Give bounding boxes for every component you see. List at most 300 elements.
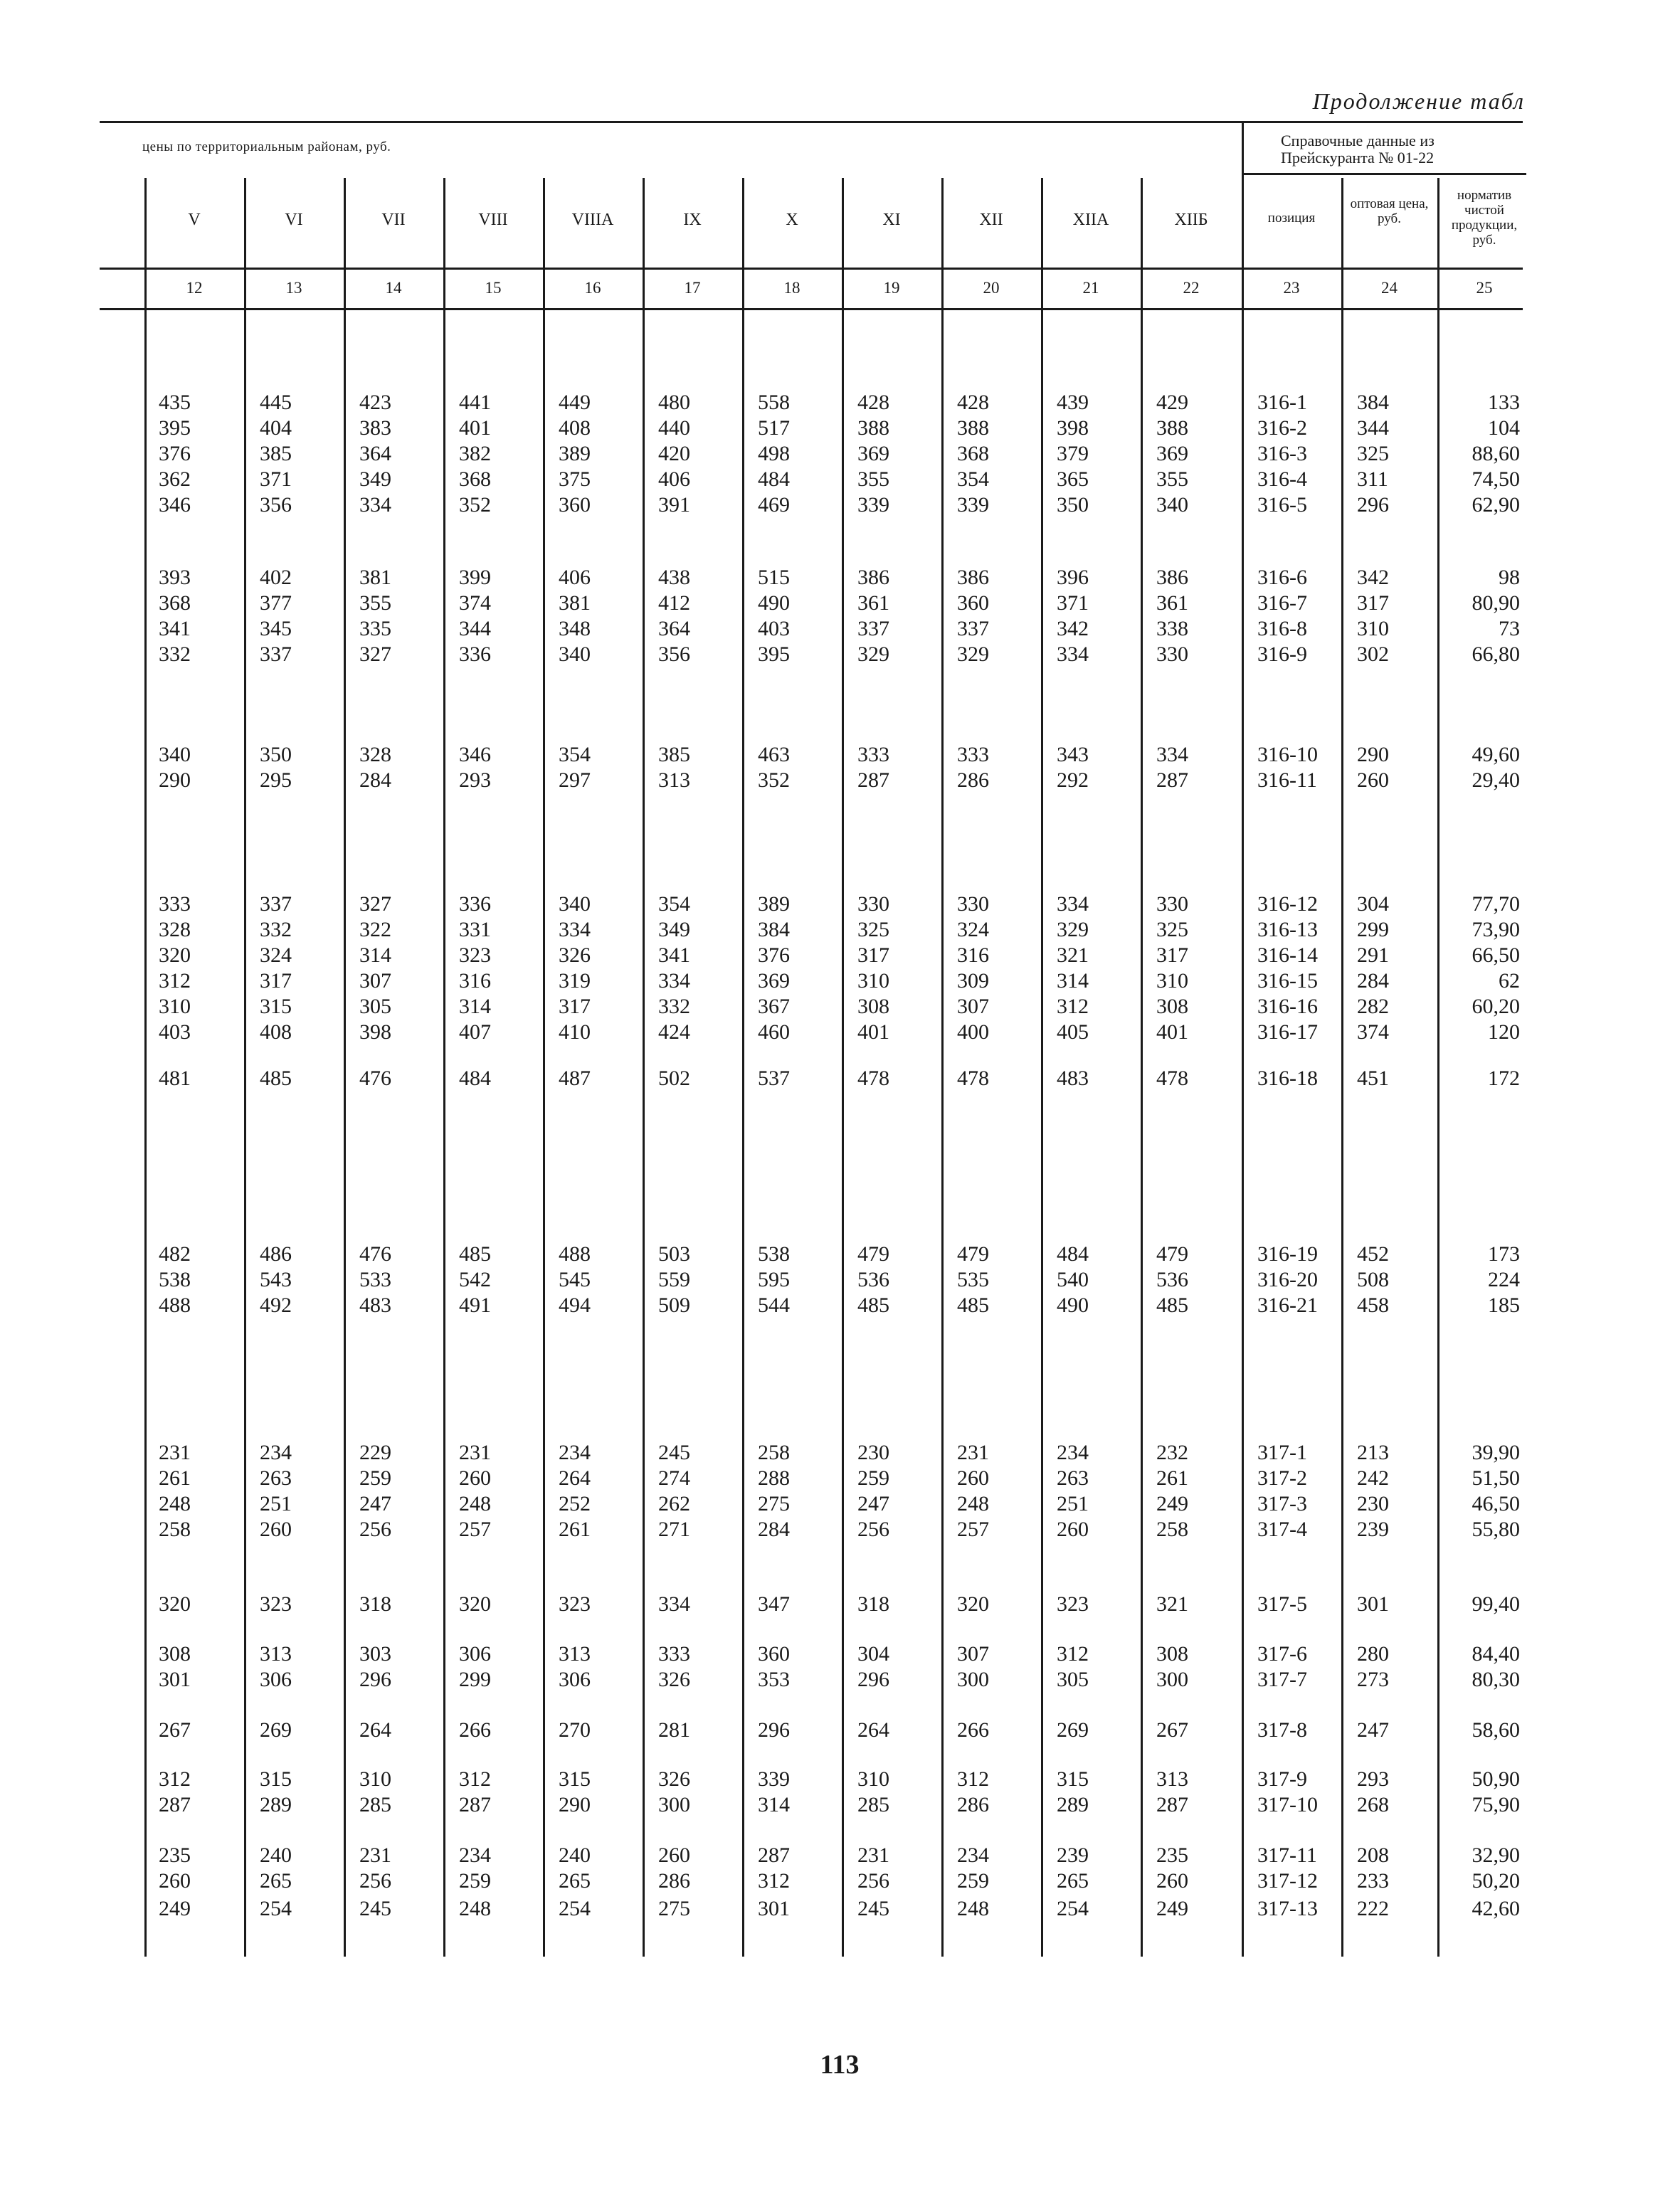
- value-cell: 542: [459, 1268, 491, 1291]
- column-header: XIIA: [1072, 211, 1109, 229]
- value-cell: 232: [1156, 1441, 1188, 1464]
- value-cell: 335: [359, 617, 391, 640]
- column-number: 22: [1183, 279, 1200, 297]
- value-cell: 251: [260, 1492, 292, 1515]
- value-cell: 249: [1156, 1492, 1188, 1515]
- value-cell: 361: [1156, 591, 1188, 615]
- column-rule: [1341, 178, 1343, 1957]
- column-number: 19: [883, 279, 900, 297]
- value-cell: 290: [559, 1793, 591, 1816]
- value-cell: 264: [359, 1718, 391, 1742]
- position-cell: 316-11: [1257, 768, 1317, 792]
- value-cell: 388: [1156, 416, 1188, 440]
- page-number: 113: [820, 2050, 860, 2080]
- header-rule-bottom: [100, 268, 1523, 270]
- value-cell: 286: [957, 1793, 989, 1816]
- column-rule: [1041, 178, 1043, 1957]
- value-cell: 39,90: [1472, 1441, 1520, 1464]
- value-cell: 320: [957, 1592, 989, 1616]
- value-cell: 185: [1488, 1293, 1520, 1317]
- value-cell: 229: [359, 1441, 391, 1464]
- column-number: 23: [1283, 279, 1300, 297]
- value-cell: 260: [260, 1518, 292, 1541]
- value-cell: 369: [758, 969, 790, 993]
- value-cell: 29,40: [1472, 768, 1520, 792]
- value-cell: 491: [459, 1293, 491, 1317]
- value-cell: 301: [159, 1668, 191, 1691]
- value-cell: 353: [758, 1668, 790, 1691]
- top-rule: [100, 121, 1523, 123]
- value-cell: 240: [559, 1843, 591, 1867]
- value-cell: 312: [957, 1767, 989, 1791]
- value-cell: 305: [1057, 1668, 1089, 1691]
- value-cell: 333: [658, 1642, 690, 1666]
- value-cell: 490: [1057, 1293, 1089, 1317]
- value-cell: 231: [857, 1843, 889, 1867]
- column-rule: [1141, 178, 1143, 1957]
- value-cell: 323: [1057, 1592, 1089, 1616]
- value-cell: 398: [359, 1020, 391, 1044]
- value-cell: 32,90: [1472, 1843, 1520, 1867]
- value-cell: 346: [159, 493, 191, 517]
- value-cell: 295: [260, 768, 292, 792]
- value-cell: 533: [359, 1268, 391, 1291]
- value-cell: 429: [1156, 391, 1188, 414]
- column-rule: [344, 178, 346, 1957]
- value-cell: 256: [359, 1869, 391, 1893]
- value-cell: 401: [857, 1020, 889, 1044]
- value-cell: 325: [1357, 442, 1389, 465]
- position-cell: 317-12: [1257, 1869, 1318, 1893]
- value-cell: 51,50: [1472, 1466, 1520, 1490]
- value-cell: 382: [459, 442, 491, 465]
- value-cell: 260: [459, 1466, 491, 1490]
- position-cell: 316-14: [1257, 943, 1318, 967]
- value-cell: 360: [559, 493, 591, 517]
- value-cell: 325: [1156, 918, 1188, 941]
- value-cell: 248: [459, 1492, 491, 1515]
- column-header: VII: [381, 211, 406, 229]
- value-cell: 287: [159, 1793, 191, 1816]
- value-cell: 77,70: [1472, 892, 1520, 916]
- value-cell: 248: [957, 1492, 989, 1515]
- value-cell: 260: [957, 1466, 989, 1490]
- position-cell: 316-15: [1257, 969, 1318, 993]
- column-number: 13: [285, 279, 302, 297]
- value-cell: 345: [260, 617, 292, 640]
- reference-caption-line1: Справочные данные из: [1281, 132, 1435, 149]
- value-cell: 318: [857, 1592, 889, 1616]
- value-cell: 405: [1057, 1020, 1089, 1044]
- value-cell: 344: [1357, 416, 1389, 440]
- value-cell: 327: [359, 892, 391, 916]
- prices-caption: цены по территориальным районам, руб.: [142, 139, 391, 154]
- value-cell: 312: [159, 969, 191, 993]
- value-cell: 317: [857, 943, 889, 967]
- value-cell: 251: [1057, 1492, 1089, 1515]
- value-cell: 341: [159, 617, 191, 640]
- value-cell: 50,90: [1472, 1767, 1520, 1791]
- value-cell: 245: [857, 1897, 889, 1920]
- value-cell: 393: [159, 566, 191, 589]
- value-cell: 322: [359, 918, 391, 941]
- value-cell: 265: [260, 1869, 292, 1893]
- value-cell: 50,20: [1472, 1869, 1520, 1893]
- value-cell: 364: [359, 442, 391, 465]
- position-cell: 316-16: [1257, 995, 1318, 1018]
- value-cell: 271: [658, 1518, 690, 1541]
- value-cell: 231: [359, 1843, 391, 1867]
- value-cell: 80,90: [1472, 591, 1520, 615]
- value-cell: 404: [260, 416, 292, 440]
- value-cell: 406: [559, 566, 591, 589]
- value-cell: 595: [758, 1268, 790, 1291]
- value-cell: 256: [857, 1869, 889, 1893]
- value-cell: 440: [658, 416, 690, 440]
- value-cell: 487: [559, 1067, 591, 1090]
- value-cell: 379: [1057, 442, 1089, 465]
- position-cell: 317-1: [1257, 1441, 1307, 1464]
- value-cell: 313: [260, 1642, 292, 1666]
- value-cell: 388: [957, 416, 989, 440]
- value-cell: 508: [1357, 1268, 1389, 1291]
- value-cell: 99,40: [1472, 1592, 1520, 1616]
- position-cell: 316-17: [1257, 1020, 1318, 1044]
- value-cell: 481: [159, 1067, 191, 1090]
- value-cell: 406: [658, 467, 690, 491]
- value-cell: 312: [1057, 1642, 1089, 1666]
- value-cell: 376: [159, 442, 191, 465]
- value-cell: 239: [1357, 1518, 1389, 1541]
- value-cell: 262: [658, 1492, 690, 1515]
- position-cell: 316-10: [1257, 743, 1318, 766]
- value-cell: 334: [658, 969, 690, 993]
- value-cell: 98: [1499, 566, 1520, 589]
- value-cell: 340: [1156, 493, 1188, 517]
- value-cell: 420: [658, 442, 690, 465]
- value-cell: 536: [857, 1268, 889, 1291]
- value-cell: 247: [1357, 1718, 1389, 1742]
- value-cell: 352: [758, 768, 790, 792]
- column-header: XIIБ: [1174, 211, 1208, 229]
- value-cell: 492: [260, 1293, 292, 1317]
- value-cell: 222: [1357, 1897, 1389, 1920]
- value-cell: 403: [159, 1020, 191, 1044]
- value-cell: 391: [658, 493, 690, 517]
- value-cell: 407: [459, 1020, 491, 1044]
- column-rule: [244, 178, 246, 1957]
- value-cell: 389: [559, 442, 591, 465]
- value-cell: 292: [1057, 768, 1089, 792]
- value-cell: 412: [658, 591, 690, 615]
- value-cell: 323: [559, 1592, 591, 1616]
- value-cell: 290: [1357, 743, 1389, 766]
- value-cell: 355: [857, 467, 889, 491]
- value-cell: 75,90: [1472, 1793, 1520, 1816]
- value-cell: 300: [658, 1793, 690, 1816]
- value-cell: 270: [559, 1718, 591, 1742]
- value-cell: 234: [957, 1843, 989, 1867]
- position-cell: 316-18: [1257, 1067, 1318, 1090]
- position-cell: 316-8: [1257, 617, 1307, 640]
- value-cell: 317: [559, 995, 591, 1018]
- value-cell: 274: [658, 1466, 690, 1490]
- value-cell: 297: [559, 768, 591, 792]
- value-cell: 289: [1057, 1793, 1089, 1816]
- value-cell: 559: [658, 1268, 690, 1291]
- value-cell: 314: [758, 1793, 790, 1816]
- position-cell: 317-8: [1257, 1718, 1307, 1742]
- value-cell: 479: [857, 1242, 889, 1266]
- column-header: VIII: [478, 211, 508, 229]
- position-cell: 317-3: [1257, 1492, 1307, 1515]
- value-cell: 307: [957, 1642, 989, 1666]
- column-number: 25: [1476, 279, 1493, 297]
- value-cell: 399: [459, 566, 491, 589]
- value-cell: 258: [159, 1518, 191, 1541]
- value-cell: 266: [459, 1718, 491, 1742]
- value-cell: 259: [459, 1869, 491, 1893]
- value-cell: 273: [1357, 1668, 1389, 1691]
- column-number: 21: [1082, 279, 1099, 297]
- value-cell: 395: [159, 416, 191, 440]
- value-cell: 310: [1156, 969, 1188, 993]
- value-cell: 245: [359, 1897, 391, 1920]
- value-cell: 342: [1057, 617, 1089, 640]
- value-cell: 313: [1156, 1767, 1188, 1791]
- value-cell: 349: [359, 467, 391, 491]
- column-rule: [842, 178, 844, 1957]
- value-cell: 540: [1057, 1268, 1089, 1291]
- value-cell: 315: [260, 995, 292, 1018]
- value-cell: 308: [857, 995, 889, 1018]
- column-rule: [144, 178, 147, 1957]
- value-cell: 265: [1057, 1869, 1089, 1893]
- column-rule: [1242, 121, 1244, 1957]
- value-cell: 265: [559, 1869, 591, 1893]
- reference-rule: [1242, 173, 1526, 175]
- value-cell: 479: [957, 1242, 989, 1266]
- value-cell: 275: [658, 1897, 690, 1920]
- value-cell: 249: [159, 1897, 191, 1920]
- value-cell: 385: [260, 442, 292, 465]
- column-header: оптовая цена, руб.: [1350, 196, 1429, 226]
- value-cell: 306: [559, 1668, 591, 1691]
- value-cell: 321: [1057, 943, 1089, 967]
- value-cell: 324: [260, 943, 292, 967]
- value-cell: 301: [1357, 1592, 1389, 1616]
- value-cell: 368: [159, 591, 191, 615]
- value-cell: 328: [359, 743, 391, 766]
- value-cell: 368: [459, 467, 491, 491]
- position-cell: 317-13: [1257, 1897, 1318, 1920]
- value-cell: 502: [658, 1067, 690, 1090]
- value-cell: 230: [857, 1441, 889, 1464]
- value-cell: 339: [758, 1767, 790, 1791]
- value-cell: 320: [159, 943, 191, 967]
- value-cell: 256: [359, 1518, 391, 1541]
- value-cell: 293: [459, 768, 491, 792]
- value-cell: 482: [159, 1242, 191, 1266]
- value-cell: 293: [1357, 1767, 1389, 1791]
- value-cell: 330: [957, 892, 989, 916]
- value-cell: 334: [559, 918, 591, 941]
- value-cell: 515: [758, 566, 790, 589]
- value-cell: 66,80: [1472, 642, 1520, 666]
- value-cell: 435: [159, 391, 191, 414]
- value-cell: 354: [957, 467, 989, 491]
- value-cell: 261: [159, 1466, 191, 1490]
- value-cell: 267: [159, 1718, 191, 1742]
- value-cell: 428: [957, 391, 989, 414]
- value-cell: 260: [1357, 768, 1389, 792]
- colnum-rule-bottom: [100, 308, 1523, 310]
- value-cell: 308: [1156, 1642, 1188, 1666]
- value-cell: 342: [1357, 566, 1389, 589]
- value-cell: 449: [559, 391, 591, 414]
- value-cell: 336: [459, 892, 491, 916]
- value-cell: 352: [459, 493, 491, 517]
- value-cell: 318: [359, 1592, 391, 1616]
- value-cell: 73: [1499, 617, 1520, 640]
- position-cell: 317-6: [1257, 1642, 1307, 1666]
- position-cell: 317-5: [1257, 1592, 1307, 1616]
- value-cell: 329: [1057, 918, 1089, 941]
- value-cell: 498: [758, 442, 790, 465]
- value-cell: 312: [1057, 995, 1089, 1018]
- value-cell: 231: [957, 1441, 989, 1464]
- value-cell: 62: [1499, 969, 1520, 993]
- value-cell: 233: [1357, 1869, 1389, 1893]
- value-cell: 62,90: [1472, 493, 1520, 517]
- value-cell: 340: [559, 892, 591, 916]
- value-cell: 309: [957, 969, 989, 993]
- value-cell: 311: [1357, 467, 1388, 491]
- column-rule: [443, 178, 445, 1957]
- value-cell: 377: [260, 591, 292, 615]
- column-header: IX: [683, 211, 702, 229]
- value-cell: 317: [1156, 943, 1188, 967]
- value-cell: 235: [1156, 1843, 1188, 1867]
- value-cell: 452: [1357, 1242, 1389, 1266]
- value-cell: 337: [857, 617, 889, 640]
- value-cell: 296: [1357, 493, 1389, 517]
- value-cell: 485: [957, 1293, 989, 1317]
- column-header: VI: [285, 211, 303, 229]
- value-cell: 538: [159, 1268, 191, 1291]
- value-cell: 478: [857, 1067, 889, 1090]
- column-header: позиция: [1267, 211, 1316, 226]
- value-cell: 485: [459, 1242, 491, 1266]
- position-cell: 316-21: [1257, 1293, 1318, 1317]
- value-cell: 458: [1357, 1293, 1389, 1317]
- value-cell: 120: [1488, 1020, 1520, 1044]
- value-cell: 517: [758, 416, 790, 440]
- value-cell: 208: [1357, 1843, 1389, 1867]
- value-cell: 535: [957, 1268, 989, 1291]
- value-cell: 313: [658, 768, 690, 792]
- value-cell: 330: [1156, 642, 1188, 666]
- value-cell: 401: [1156, 1020, 1188, 1044]
- value-cell: 483: [359, 1293, 391, 1317]
- value-cell: 281: [658, 1718, 690, 1742]
- value-cell: 213: [1357, 1441, 1389, 1464]
- value-cell: 320: [159, 1592, 191, 1616]
- value-cell: 381: [359, 566, 391, 589]
- value-cell: 308: [159, 1642, 191, 1666]
- value-cell: 46,50: [1472, 1492, 1520, 1515]
- value-cell: 354: [559, 743, 591, 766]
- value-cell: 441: [459, 391, 491, 414]
- reference-caption-line2: Прейскуранта № 01-22: [1281, 149, 1435, 166]
- value-cell: 49,60: [1472, 743, 1520, 766]
- value-cell: 259: [359, 1466, 391, 1490]
- value-cell: 133: [1488, 391, 1520, 414]
- position-cell: 316-9: [1257, 642, 1307, 666]
- value-cell: 284: [1357, 969, 1389, 993]
- value-cell: 257: [957, 1518, 989, 1541]
- value-cell: 285: [359, 1793, 391, 1816]
- value-cell: 509: [658, 1293, 690, 1317]
- value-cell: 384: [1357, 391, 1389, 414]
- value-cell: 323: [459, 943, 491, 967]
- position-cell: 316-7: [1257, 591, 1307, 615]
- value-cell: 310: [857, 1767, 889, 1791]
- column-header: XII: [979, 211, 1003, 229]
- value-cell: 469: [758, 493, 790, 517]
- value-cell: 269: [260, 1718, 292, 1742]
- value-cell: 337: [260, 642, 292, 666]
- value-cell: 334: [1156, 743, 1188, 766]
- value-cell: 254: [1057, 1897, 1089, 1920]
- column-number: 15: [485, 279, 502, 297]
- value-cell: 336: [459, 642, 491, 666]
- value-cell: 66,50: [1472, 943, 1520, 967]
- value-cell: 400: [957, 1020, 989, 1044]
- position-cell: 316-20: [1257, 1268, 1318, 1291]
- value-cell: 299: [1357, 918, 1389, 941]
- value-cell: 423: [359, 391, 391, 414]
- value-cell: 332: [260, 918, 292, 941]
- value-cell: 326: [658, 1767, 690, 1791]
- value-cell: 367: [758, 995, 790, 1018]
- value-cell: 280: [1357, 1642, 1389, 1666]
- continuation-label: Продолжение табл: [1312, 88, 1525, 114]
- value-cell: 355: [359, 591, 391, 615]
- value-cell: 261: [559, 1518, 591, 1541]
- value-cell: 395: [758, 642, 790, 666]
- value-cell: 388: [857, 416, 889, 440]
- value-cell: 320: [459, 1592, 491, 1616]
- value-cell: 368: [957, 442, 989, 465]
- value-cell: 408: [260, 1020, 292, 1044]
- position-cell: 316-13: [1257, 918, 1318, 941]
- value-cell: 263: [1057, 1466, 1089, 1490]
- value-cell: 230: [1357, 1492, 1389, 1515]
- column-header: XI: [882, 211, 901, 229]
- value-cell: 327: [359, 642, 391, 666]
- value-cell: 376: [758, 943, 790, 967]
- value-cell: 333: [957, 743, 989, 766]
- value-cell: 319: [559, 969, 591, 993]
- value-cell: 340: [559, 642, 591, 666]
- value-cell: 315: [1057, 1767, 1089, 1791]
- value-cell: 479: [1156, 1242, 1188, 1266]
- value-cell: 334: [658, 1592, 690, 1616]
- position-cell: 316-19: [1257, 1242, 1318, 1266]
- value-cell: 334: [359, 493, 391, 517]
- value-cell: 398: [1057, 416, 1089, 440]
